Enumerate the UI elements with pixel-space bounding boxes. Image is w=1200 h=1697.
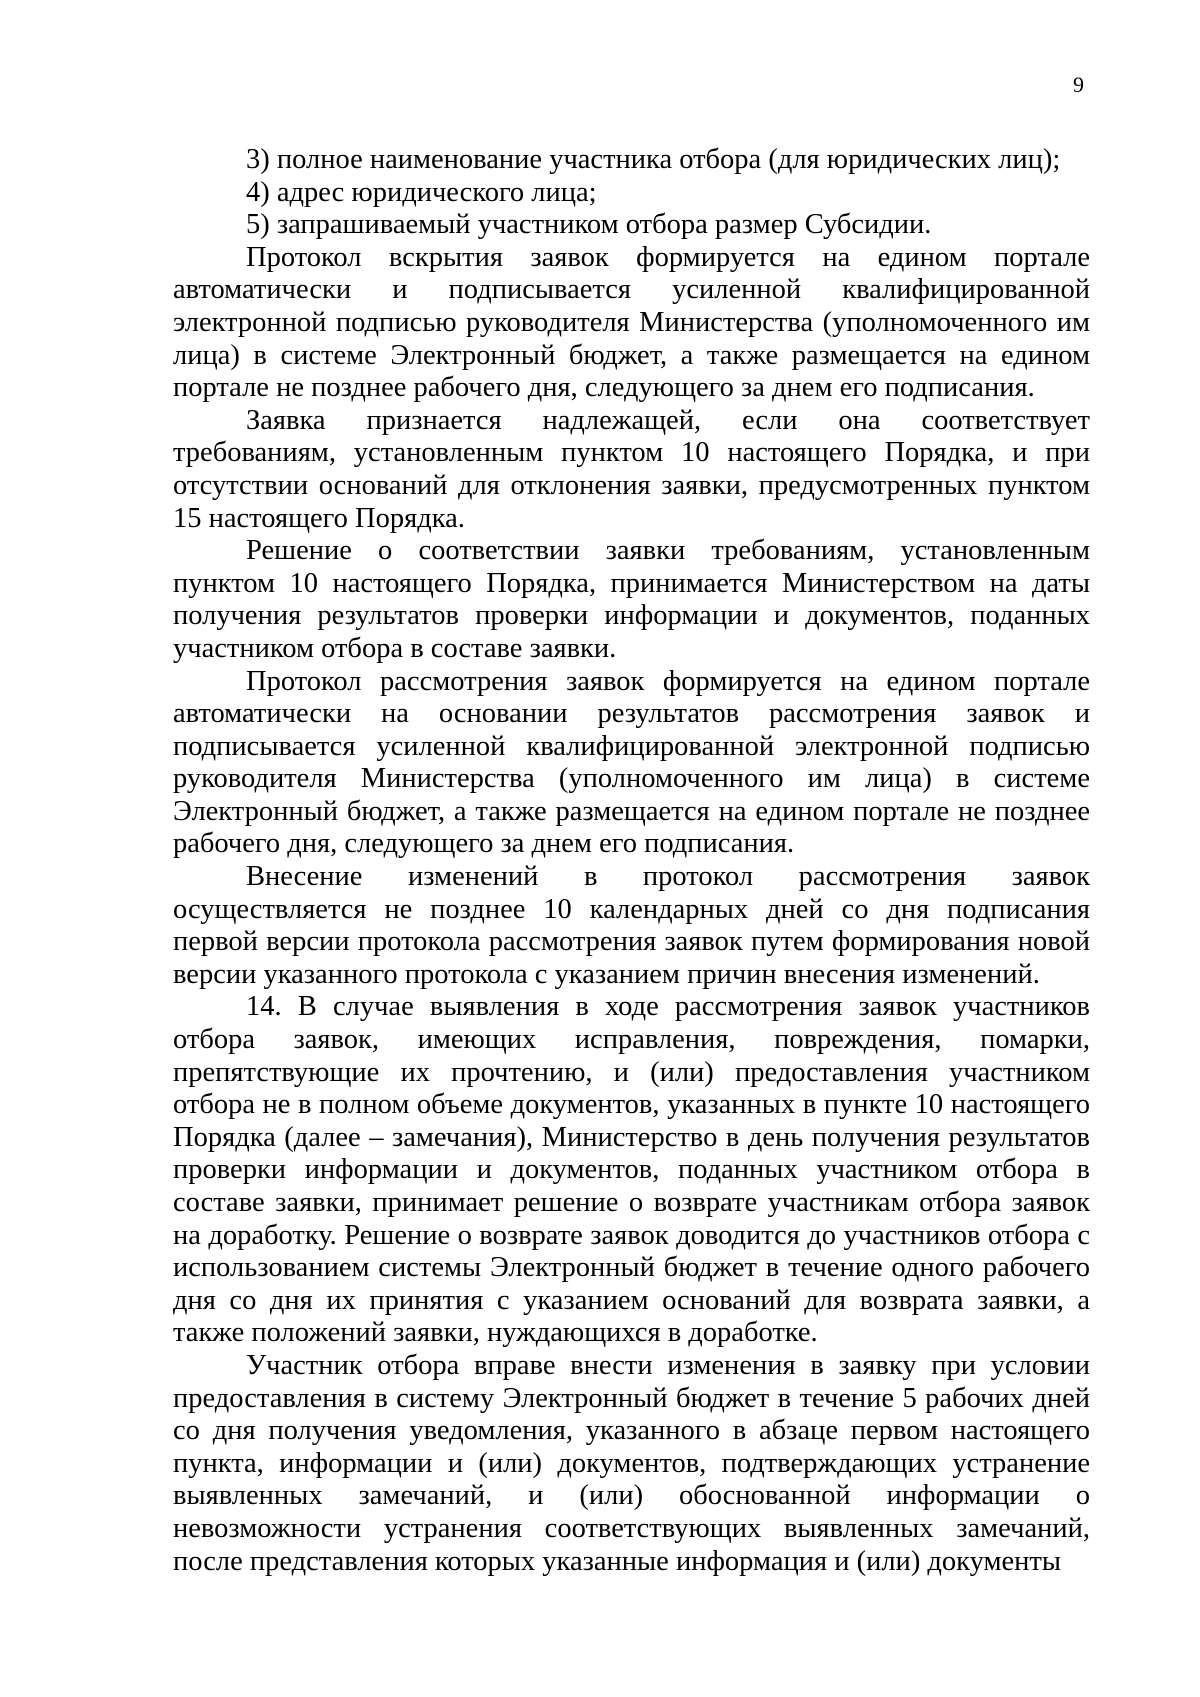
paragraph-section-14: 14. В случае выявления в ходе рассмотрения заявок участников отбора заявок, имеющих исправления, повреждения, помарки, препятствующие их прочтению, и (или) предоставления участником отбора не в полном объеме документов, указанных в пункте 10 настоящего Порядка (далее – замечания), Министерство в день получения результатов проверки информации и документов, поданных участником отбора в составе заявки, принимает решение о возврате участникам отбора заявок на доработку. Решение о возврате заявок доводится до участников отбора с использованием системы Электронный бюджет в течение одного рабочего дня со дня их принятия с указанием оснований для возврата заявки, а также положений заявки, нуждающихся в доработке. bbox=[173, 991, 1090, 1349]
list-item-4: 4) адрес юридического лица; bbox=[246, 176, 597, 208]
paragraph-opening-protocol: Протокол вскрытия заявок формируется на едином портале автоматически и подписывается усиленной квалифицированной электронной подписью руководителя Министерства (уполномоченного им лица) в системе Электронный бюджет, а также размещается на едином портале не позднее рабочего дня, следующего за днем его подписания. bbox=[173, 241, 1090, 404]
list-item-5: 5) запрашиваемый участником отбора размер Субсидии. bbox=[246, 209, 932, 241]
paragraph-protocol-changes: Внесение изменений в протокол рассмотрения заявок осуществляется не позднее 10 календарных дней со дня подписания первой версии протокола рассмотрения заявок путем формирования новой версии указанного протокола с указанием причин внесения изменений. bbox=[173, 861, 1090, 990]
paragraph-participant-rights: Участник отбора вправе внести изменения в заявку при условии предоставления в систему Электронный бюджет в течение 5 рабочих дней со дня получения уведомления, указанного в абзаце первом настоящего пункта, информации и (или) документов, подтверждающих устранение выявленных замечаний, и (или) обоснованной информации о невозможности устранения соответствующих выявленных замечаний, после представления которых указанные информация и (или) документы bbox=[173, 1349, 1090, 1577]
list-item-3: 3) полное наименование участника отбора (для юридических лиц); bbox=[246, 144, 1061, 175]
paragraph-review-protocol: Протокол рассмотрения заявок формируется на едином портале автоматически на основании результатов рассмотрения заявок и подписывается усиленной квалифицированной электронной подписью руководителя Министерства (уполномоченного им лица) в системе Электронный бюджет, а также размещается на едином портале не позднее рабочего дня, следующего за днем его подписания. bbox=[173, 665, 1090, 860]
paragraph-compliance-decision: Решение о соответствии заявки требованиям, установленным пунктом 10 настоящего Порядка, принимается Министерством на даты получения результатов проверки информации и документов, поданных участником отбора в составе заявки. bbox=[173, 535, 1090, 664]
paragraph-application-valid: Заявка признается надлежащей, если она соответствует требованиям, установленным пунктом 10 настоящего Порядка, и при отсутствии оснований для отклонения заявки, предусмотренных пунктом 15 настоящего Порядка. bbox=[173, 404, 1090, 534]
page-number: 9 bbox=[1073, 72, 1084, 97]
document-body bbox=[173, 144, 1090, 1578]
